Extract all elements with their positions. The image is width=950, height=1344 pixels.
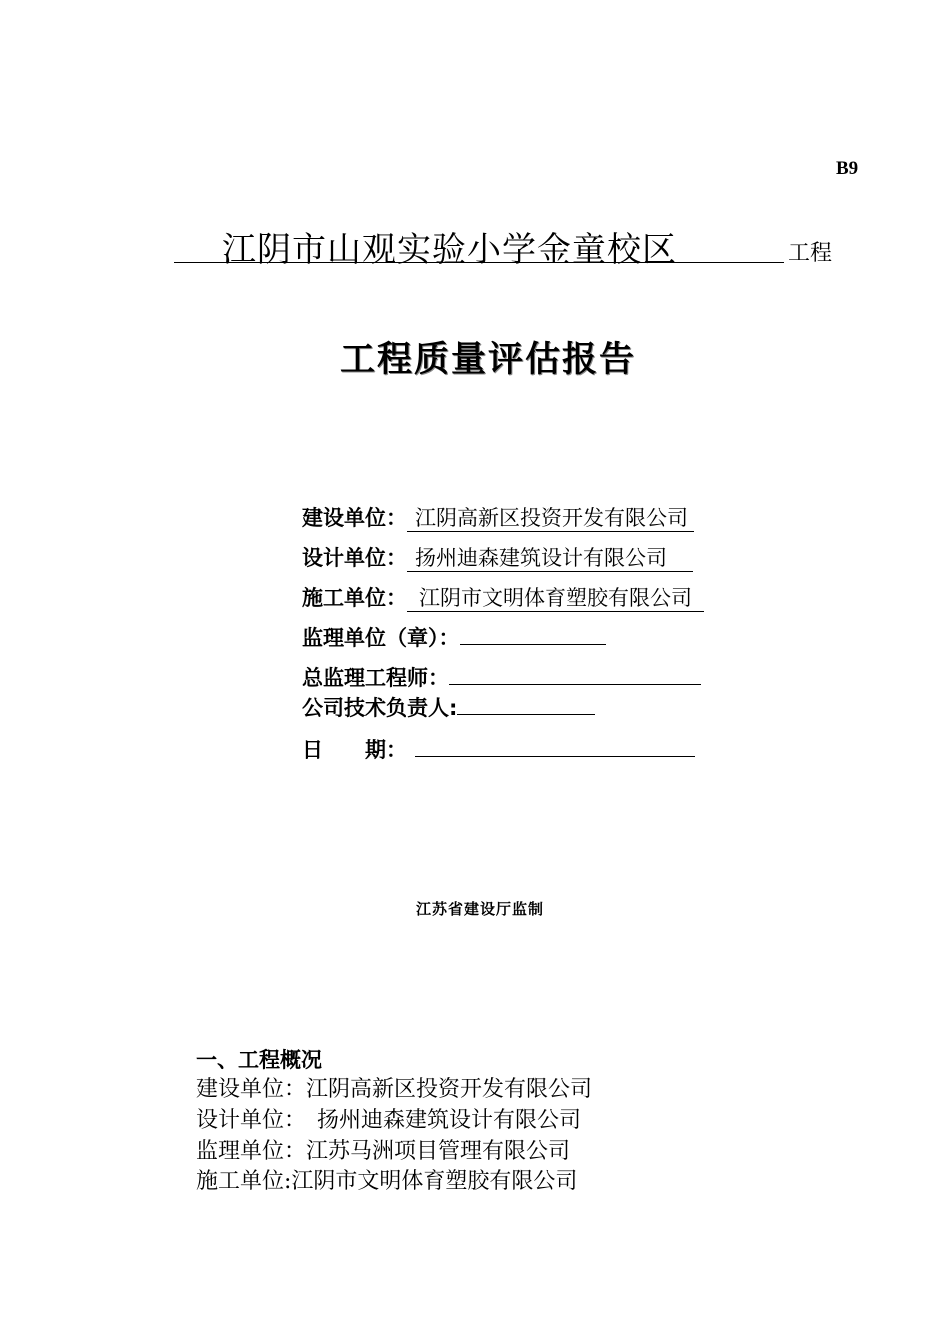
- builder-unit-label: 施工单位：: [302, 586, 407, 610]
- date-blank: [415, 736, 695, 757]
- overview-line-construction: 建设单位：江阴高新区投资开发有限公司: [196, 1077, 593, 1102]
- project-suffix: 工程: [788, 241, 833, 266]
- supervision-unit-row: [302, 622, 606, 652]
- chief-engineer-blank: [449, 664, 701, 685]
- overview-line-supervision: 监理单位：江苏马洲项目管理有限公司: [196, 1139, 571, 1164]
- date-label: 日 期：: [302, 738, 407, 762]
- date-row: [302, 734, 695, 764]
- tech-lead-row: [302, 692, 595, 722]
- overview-line-builder: 施工单位:江阴市文明体育塑胶有限公司: [196, 1169, 578, 1194]
- chief-engineer-row: [302, 662, 701, 692]
- builder-unit-value: 江阴市文明体育塑胶有限公司: [407, 585, 704, 612]
- issuer-note: 江苏省建设厅监制: [416, 900, 545, 918]
- tech-lead-label: 公司技术负责人:: [302, 696, 458, 720]
- supervision-unit-blank: [460, 624, 606, 645]
- tech-lead-blank: [457, 694, 595, 715]
- report-title: 工程质量评估报告: [340, 340, 637, 380]
- design-unit-label: 设计单位：: [302, 546, 407, 570]
- supervision-unit-label: 监理单位（章）：: [302, 626, 460, 650]
- overview-title: 一、工程概况: [196, 1048, 322, 1072]
- construction-unit-row: [302, 502, 694, 532]
- project-name: 江阴市山观实验小学金童校区: [222, 230, 677, 270]
- form-code: B9: [836, 158, 859, 179]
- builder-unit-row: [302, 582, 704, 612]
- construction-unit-label: 建设单位：: [302, 506, 407, 530]
- design-unit-row: [302, 542, 693, 572]
- chief-engineer-label: 总监理工程师：: [302, 666, 449, 690]
- construction-unit-value: 江阴高新区投资开发有限公司: [407, 505, 694, 532]
- overview-line-design: 设计单位： 扬州迪森建筑设计有限公司: [196, 1108, 582, 1133]
- design-unit-value: 扬州迪森建筑设计有限公司: [407, 545, 693, 572]
